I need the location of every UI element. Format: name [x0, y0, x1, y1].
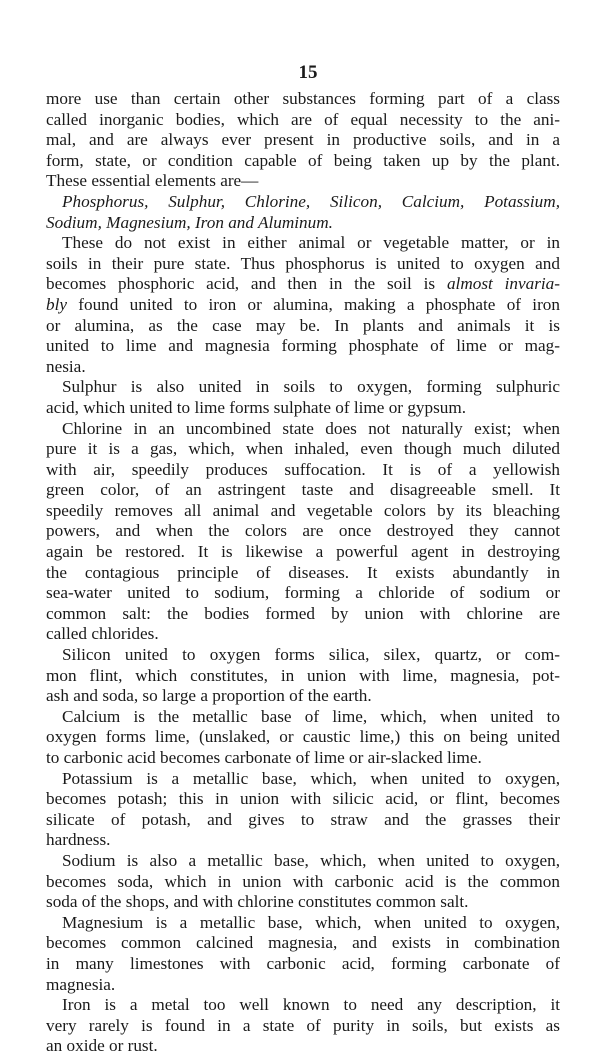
text-line: [46, 872, 560, 893]
text-line: [46, 727, 560, 748]
text-line: [46, 995, 560, 1016]
italic-text: Sodium, Magnesium, Iron and Aluminum.: [46, 212, 333, 232]
line-text: to carbonic acid becomes carbonate of lime or air-slacked lime.: [46, 748, 482, 767]
line-text: becomes phosphoric acid, and then in the soil is: [46, 274, 447, 294]
line-text: green color, of an astringent taste and disagreeable smell. It: [46, 480, 560, 500]
line-text: soda of the shops, and with chlorine constitutes common salt.: [46, 892, 469, 912]
line-text: found united to iron or alumina, making a phosphate of iron: [67, 294, 560, 314]
line-text: magnesia.: [46, 974, 116, 994]
line-text: becomes soda, which in union with carbonic acid is the common: [46, 871, 560, 891]
text-line: [46, 130, 560, 151]
page-number: 15: [298, 62, 318, 83]
body-text: [46, 89, 560, 1057]
line-text: sea-water united to sodium, forming a chloride of sodium or: [46, 583, 560, 603]
text-line: [46, 398, 560, 419]
line-text: united to lime and magnesia forming phosphate of lime or mag-: [46, 336, 560, 356]
line-text: Iron is a metal too well known to need any description, it: [62, 995, 560, 1015]
text-line: [46, 913, 560, 934]
text-line: [46, 254, 560, 275]
text-line: [46, 769, 560, 790]
line-text: mal, and are always ever present in productive soils, and in a: [46, 130, 560, 150]
text-line: [46, 542, 560, 563]
text-line: [46, 789, 560, 810]
text-line: [46, 336, 560, 357]
text-line: [46, 295, 560, 316]
line-text: These essential elements are—: [46, 171, 259, 191]
line-text: mon flint, which constitutes, in union with lime, magnesia, pot-: [46, 665, 560, 685]
line-text: Silicon united to oxygen forms silica, silex, quartz, or com-: [62, 645, 560, 665]
text-line: [46, 151, 560, 172]
text-line: [46, 357, 560, 378]
text-line: [46, 851, 560, 872]
text-line: [46, 89, 560, 110]
italic-text: Phosphorus, Sulphur, Chlorine, Silicon, Calcium, Potassium,: [62, 191, 560, 211]
line-text: form, state, or condition capable of being taken up by the plant.: [46, 150, 560, 170]
text-line: [46, 233, 560, 254]
text-line: [46, 501, 560, 522]
line-text: Sodium is also a metallic base, which, when united to oxygen,: [62, 850, 560, 870]
text-line: [46, 583, 560, 604]
line-text: an oxide or rust.: [46, 1036, 158, 1056]
line-text: ash and soda, so large a proportion of the earth.: [46, 686, 372, 706]
line-text: nesia.: [46, 356, 86, 376]
text-line: [46, 1036, 560, 1057]
text-line: [46, 274, 560, 295]
text-line: [46, 892, 560, 913]
text-line: [46, 666, 560, 687]
line-text: Chlorine in an uncombined state does not naturally exist; when: [62, 418, 560, 438]
line-text: speedily removes all animal and vegetable colors by its bleaching: [46, 500, 560, 520]
line-text: Calcium is the metallic base of lime, which, when united to: [62, 706, 560, 726]
line-text: oxygen forms lime, (unslaked, or caustic lime,) this on being united: [46, 727, 560, 747]
text-line: [46, 439, 560, 460]
line-text: becomes potash; this in union with silicic acid, or flint, becomes: [46, 789, 560, 809]
text-line: [46, 521, 560, 542]
line-text: the contagious principle of diseases. It exists abundantly in: [46, 562, 560, 582]
line-text: hardness.: [46, 830, 111, 850]
line-text: soils in their pure state. Thus phosphorus is united to oxygen and: [46, 253, 560, 273]
line-text: in many limestones with carbonic acid, forming carbonate of: [46, 953, 560, 973]
line-text: more use than certain other substances forming part of a class: [46, 89, 560, 108]
text-line: [46, 830, 560, 851]
text-line: [46, 110, 560, 131]
text-line: [46, 975, 560, 996]
line-text: common salt: the bodies formed by union with chlorine are: [46, 603, 560, 623]
text-line: [46, 624, 560, 645]
italic-text: almost invaria-: [446, 274, 560, 294]
line-text: Potassium is a metallic base, which, when united to oxygen,: [62, 768, 560, 788]
line-text: Sulphur is also united in soils to oxygen, forming sulphuric: [62, 377, 560, 397]
line-text: silicate of potash, and gives to straw and the grasses their: [46, 809, 560, 829]
text-line: [46, 686, 560, 707]
line-text: or alumina, as the case may be. In plants and animals it is: [46, 315, 560, 335]
text-line: [46, 748, 560, 769]
text-line: [46, 316, 560, 337]
line-text: again be restored. It is likewise a powerful agent in destroying: [46, 542, 560, 562]
line-text: very rarely is found in a state of purity in soils, but exists as: [46, 1015, 560, 1035]
text-line: [46, 1016, 560, 1037]
text-line: [46, 460, 560, 481]
line-text: called chlorides.: [46, 624, 159, 644]
text-line: [46, 810, 560, 831]
text-line: [46, 192, 560, 213]
text-line: [46, 933, 560, 954]
line-text: powers, and when the colors are once destroyed they cannot: [46, 521, 560, 541]
line-text: acid, which united to lime forms sulphate of lime or gypsum.: [46, 397, 467, 417]
line-text: with air, speedily produces suffocation. It is of a yellowish: [46, 459, 560, 479]
text-line: [46, 480, 560, 501]
line-text: Magnesium is a metallic base, which, when united to oxygen,: [62, 912, 560, 932]
italic-text: bly: [46, 294, 67, 314]
text-line: [46, 377, 560, 398]
line-text: called inorganic bodies, which are of equal necessity to the ani-: [46, 109, 560, 129]
text-line: [46, 645, 560, 666]
text-line: [46, 419, 560, 440]
line-text: becomes common calcined magnesia, and exists in combination: [46, 933, 560, 953]
text-line: [46, 604, 560, 625]
text-line: [46, 213, 560, 234]
line-text: These do not exist in either animal or vegetable matter, or in: [62, 233, 560, 253]
text-line: [46, 707, 560, 728]
text-line: [46, 171, 560, 192]
text-line: [46, 563, 560, 584]
text-line: [46, 954, 560, 975]
line-text: pure it is a gas, which, when inhaled, even though much diluted: [46, 439, 560, 459]
